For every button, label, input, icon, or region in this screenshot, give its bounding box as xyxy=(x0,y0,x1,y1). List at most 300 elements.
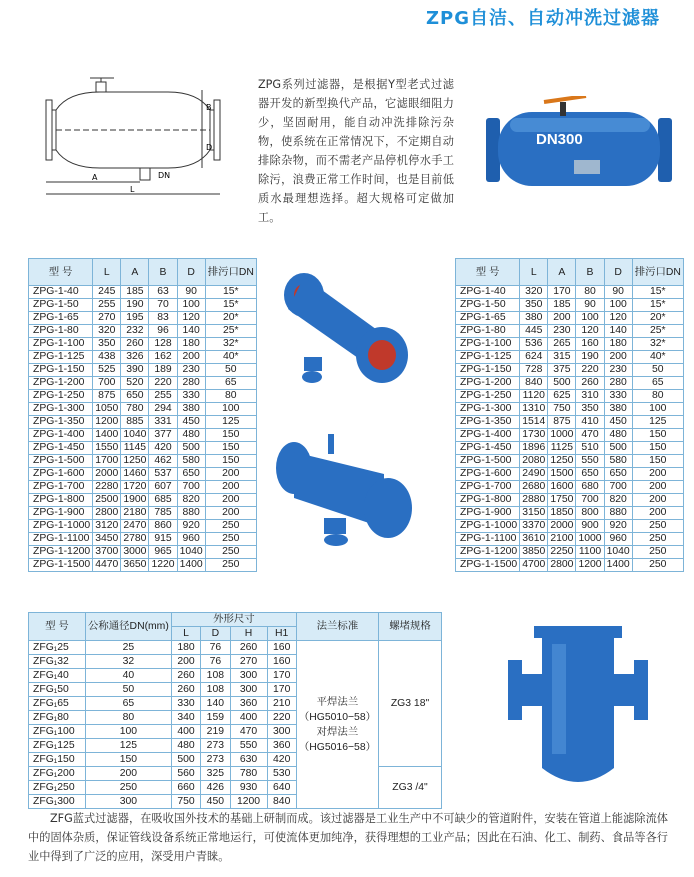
dim-label-d: D xyxy=(206,143,213,152)
cell-drain-dn: 15* xyxy=(632,299,683,312)
cell-h: 930 xyxy=(230,781,267,795)
table-row xyxy=(29,481,257,494)
cell-d: 330 xyxy=(177,390,205,403)
cell-model: ZFG₁125 xyxy=(29,739,86,753)
cell-a: 625 xyxy=(548,390,576,403)
cell-drain-dn: 250 xyxy=(205,533,256,546)
cell-l: 1514 xyxy=(520,416,548,429)
cell-h: 470 xyxy=(230,725,267,739)
cell-model: ZFG₁300 xyxy=(29,795,86,809)
cell-drain-dn: 25* xyxy=(205,325,256,338)
table-row xyxy=(456,377,684,390)
flange-standard: 平焊法兰（HG5010−58）对焊法兰（HG5016−58） xyxy=(296,641,378,809)
cell-drain-dn: 200 xyxy=(632,468,683,481)
cell-b: 190 xyxy=(576,351,604,364)
cell-l: 480 xyxy=(171,739,200,753)
table-row xyxy=(456,481,684,494)
cell-l: 1730 xyxy=(520,429,548,442)
cell-l: 2000 xyxy=(93,468,121,481)
cell-a: 875 xyxy=(548,416,576,429)
col-dn: 公称通径DN(mm) xyxy=(86,613,172,641)
cell-model: ZFG₁32 xyxy=(29,655,86,669)
cell-dn: 65 xyxy=(86,697,172,711)
cell-d: 90 xyxy=(177,286,205,299)
table-row xyxy=(29,338,257,351)
cell-d: 500 xyxy=(177,442,205,455)
cell-b: 255 xyxy=(149,390,177,403)
cell-d: 450 xyxy=(177,416,205,429)
cell-d: 280 xyxy=(604,377,632,390)
cell-model: ZPG-1-600 xyxy=(29,468,93,481)
cell-drain-dn: 200 xyxy=(205,468,256,481)
cell-drain-dn: 15* xyxy=(205,286,256,299)
cell-a: 390 xyxy=(121,364,149,377)
cell-a: 1850 xyxy=(548,507,576,520)
col-model: 型 号 xyxy=(29,259,93,286)
table-row xyxy=(29,325,257,338)
zfg-description: ZFG蓝式过滤器，在吸收国外技术的基础上研制而成。该过滤器是工业生产中不可缺少的管道附件，安装在管道上能滤除流体中的固体杂质，保证管线设备系统正常地运行，可使流体更加纯净，获得理想的工业产品；因此在石油、化工、制药、食品等各行业中得到了广泛的应用，深受用户青睐。 xyxy=(28,812,668,863)
cell-b: 410 xyxy=(576,416,604,429)
cell-drain-dn: 250 xyxy=(632,520,683,533)
cell-d: 380 xyxy=(177,403,205,416)
cell-a: 3650 xyxy=(121,559,149,572)
cell-model: ZPG-1-125 xyxy=(456,351,520,364)
cell-drain-dn: 150 xyxy=(205,442,256,455)
cell-d: 450 xyxy=(604,416,632,429)
cell-dn: 50 xyxy=(86,683,172,697)
col-b: B xyxy=(149,259,177,286)
cell-drain-dn: 200 xyxy=(632,507,683,520)
cell-d: 480 xyxy=(177,429,205,442)
cell-l: 1310 xyxy=(520,403,548,416)
cell-model: ZPG-1-80 xyxy=(456,325,520,338)
cell-model: ZPG-1-100 xyxy=(456,338,520,351)
cell-model: ZPG-1-400 xyxy=(29,429,93,442)
cell-b: 63 xyxy=(149,286,177,299)
cell-d: 76 xyxy=(201,641,230,655)
table-row xyxy=(29,416,257,429)
cell-d: 880 xyxy=(604,507,632,520)
col-model: 型 号 xyxy=(29,613,86,641)
cell-model: ZPG-1-80 xyxy=(29,325,93,338)
cell-model: ZPG-1-500 xyxy=(29,455,93,468)
table-header-row xyxy=(29,613,442,627)
cell-l: 560 xyxy=(171,767,200,781)
cell-model: ZPG-1-40 xyxy=(29,286,93,299)
cell-a: 1750 xyxy=(548,494,576,507)
cell-l: 255 xyxy=(93,299,121,312)
cell-a: 265 xyxy=(548,338,576,351)
cell-l: 330 xyxy=(171,697,200,711)
cell-d: 1040 xyxy=(177,546,205,559)
filter-dimension-drawing xyxy=(40,70,232,200)
cell-a: 315 xyxy=(548,351,576,364)
cell-a: 2100 xyxy=(548,533,576,546)
cell-drain-dn: 25* xyxy=(632,325,683,338)
table-row xyxy=(29,390,257,403)
cell-model: ZPG-1-1200 xyxy=(456,546,520,559)
cell-drain-dn: 150 xyxy=(632,455,683,468)
zpg-filter-image-lower xyxy=(264,428,424,558)
cell-model: ZPG-1-300 xyxy=(456,403,520,416)
cell-l: 380 xyxy=(520,312,548,325)
cell-model: ZPG-1-1500 xyxy=(29,559,93,572)
cell-model: ZPG-1-200 xyxy=(29,377,93,390)
cell-l: 875 xyxy=(93,390,121,403)
cell-l: 3150 xyxy=(520,507,548,520)
col-sub-h1: H1 xyxy=(267,627,296,641)
cell-model: ZFG₁80 xyxy=(29,711,86,725)
dim-label-a: A xyxy=(92,173,98,182)
cell-d: 230 xyxy=(177,364,205,377)
cell-model: ZPG-1-800 xyxy=(29,494,93,507)
cell-b: 350 xyxy=(576,403,604,416)
cell-d: 90 xyxy=(604,286,632,299)
cell-h1: 840 xyxy=(267,795,296,809)
cell-a: 185 xyxy=(548,299,576,312)
cell-a: 375 xyxy=(548,364,576,377)
cell-l: 260 xyxy=(171,669,200,683)
cell-d: 920 xyxy=(604,520,632,533)
cell-drain-dn: 20* xyxy=(205,312,256,325)
cell-d: 820 xyxy=(604,494,632,507)
cell-d: 650 xyxy=(177,468,205,481)
cell-l: 1550 xyxy=(93,442,121,455)
col-flange: 法兰标准 xyxy=(296,613,378,641)
cell-d: 920 xyxy=(177,520,205,533)
cell-d: 120 xyxy=(604,312,632,325)
cell-b: 294 xyxy=(149,403,177,416)
cell-l: 750 xyxy=(171,795,200,809)
cell-h1: 220 xyxy=(267,711,296,725)
table-row xyxy=(456,546,684,559)
cell-model: ZPG-1-500 xyxy=(456,455,520,468)
cell-model: ZPG-1-300 xyxy=(29,403,93,416)
col-thread: 螺堵规格 xyxy=(379,613,442,641)
page-title: ZPG自洁、自动冲洗过滤器 xyxy=(425,8,660,29)
cell-model: ZFG₁200 xyxy=(29,767,86,781)
dim-label-dn: DN xyxy=(158,171,171,180)
table-row xyxy=(29,767,442,781)
cell-l: 3450 xyxy=(93,533,121,546)
cell-b: 470 xyxy=(576,429,604,442)
cell-model: ZPG-1-450 xyxy=(29,442,93,455)
table-header-row xyxy=(456,259,684,286)
cell-model: ZPG-1-450 xyxy=(456,442,520,455)
cell-b: 965 xyxy=(149,546,177,559)
cell-h1: 640 xyxy=(267,781,296,795)
table-row xyxy=(456,299,684,312)
cell-dn: 150 xyxy=(86,753,172,767)
cell-a: 2250 xyxy=(548,546,576,559)
cell-l: 2490 xyxy=(520,468,548,481)
cell-dn: 200 xyxy=(86,767,172,781)
cell-a: 3000 xyxy=(121,546,149,559)
cell-b: 915 xyxy=(149,533,177,546)
cell-l: 1050 xyxy=(93,403,121,416)
col-sub-h: H xyxy=(230,627,267,641)
cell-d: 426 xyxy=(201,781,230,795)
dn300-badge: DN300 xyxy=(536,131,583,148)
cell-l: 320 xyxy=(93,325,121,338)
cell-a: 260 xyxy=(121,338,149,351)
table-row xyxy=(456,338,684,351)
cell-model: ZFG₁250 xyxy=(29,781,86,795)
cell-drain-dn: 200 xyxy=(205,494,256,507)
cell-l: 320 xyxy=(520,286,548,299)
cell-h1: 170 xyxy=(267,669,296,683)
cell-h1: 160 xyxy=(267,655,296,669)
cell-model: ZFG₁100 xyxy=(29,725,86,739)
table-row xyxy=(456,429,684,442)
cell-model: ZPG-1-150 xyxy=(29,364,93,377)
cell-model: ZPG-1-250 xyxy=(29,390,93,403)
col-sub-d: D xyxy=(201,627,230,641)
cell-d: 230 xyxy=(604,364,632,377)
cell-d: 100 xyxy=(177,299,205,312)
table-row xyxy=(456,325,684,338)
cell-h: 300 xyxy=(230,683,267,697)
cell-l: 840 xyxy=(520,377,548,390)
cell-b: 420 xyxy=(149,442,177,455)
cell-d: 140 xyxy=(177,325,205,338)
cell-h: 300 xyxy=(230,669,267,683)
cell-dn: 100 xyxy=(86,725,172,739)
cell-d: 960 xyxy=(177,533,205,546)
table-row xyxy=(29,364,257,377)
cell-a: 1125 xyxy=(548,442,576,455)
dim-label-b: B xyxy=(206,103,212,112)
table-row xyxy=(456,364,684,377)
cell-drain-dn: 125 xyxy=(205,416,256,429)
cell-b: 900 xyxy=(576,520,604,533)
table-row xyxy=(456,494,684,507)
cell-a: 1250 xyxy=(548,455,576,468)
table-row xyxy=(29,312,257,325)
cell-model: ZPG-1-150 xyxy=(456,364,520,377)
cell-b: 860 xyxy=(149,520,177,533)
cell-drain-dn: 40* xyxy=(632,351,683,364)
cell-a: 1000 xyxy=(548,429,576,442)
cell-b: 377 xyxy=(149,429,177,442)
cell-b: 1100 xyxy=(576,546,604,559)
cell-h1: 300 xyxy=(267,725,296,739)
cell-b: 100 xyxy=(576,312,604,325)
cell-model: ZFG₁40 xyxy=(29,669,86,683)
cell-b: 462 xyxy=(149,455,177,468)
cell-a: 1460 xyxy=(121,468,149,481)
cell-l: 3700 xyxy=(93,546,121,559)
cell-h1: 170 xyxy=(267,683,296,697)
table-row xyxy=(29,468,257,481)
zfg-basket-filter-image xyxy=(508,620,648,800)
table-row xyxy=(29,533,257,546)
cell-d: 580 xyxy=(604,455,632,468)
cell-b: 331 xyxy=(149,416,177,429)
cell-b: 162 xyxy=(149,351,177,364)
cell-d: 1040 xyxy=(604,546,632,559)
table-row xyxy=(29,286,257,299)
cell-drain-dn: 20* xyxy=(632,312,683,325)
cell-a: 520 xyxy=(121,377,149,390)
cell-l: 3120 xyxy=(93,520,121,533)
cell-model: ZFG₁150 xyxy=(29,753,86,767)
cell-a: 750 xyxy=(548,403,576,416)
cell-h: 1200 xyxy=(230,795,267,809)
cell-a: 2800 xyxy=(548,559,576,572)
cell-a: 232 xyxy=(121,325,149,338)
cell-h1: 420 xyxy=(267,753,296,767)
cell-l: 3610 xyxy=(520,533,548,546)
zpg-spec-table-right xyxy=(455,258,684,572)
cell-l: 180 xyxy=(171,641,200,655)
cell-l: 500 xyxy=(171,753,200,767)
table-row xyxy=(456,520,684,533)
col-d: D xyxy=(177,259,205,286)
cell-drain-dn: 100 xyxy=(205,403,256,416)
cell-l: 3370 xyxy=(520,520,548,533)
cell-l: 200 xyxy=(171,655,200,669)
cell-d: 76 xyxy=(201,655,230,669)
cell-l: 2500 xyxy=(93,494,121,507)
cell-l: 536 xyxy=(520,338,548,351)
table-header-row xyxy=(29,259,257,286)
table-row xyxy=(456,559,684,572)
cell-l: 438 xyxy=(93,351,121,364)
cell-model: ZPG-1-350 xyxy=(456,416,520,429)
table-row xyxy=(29,546,257,559)
cell-l: 1400 xyxy=(93,429,121,442)
cell-a: 1720 xyxy=(121,481,149,494)
cell-l: 1896 xyxy=(520,442,548,455)
table-row xyxy=(456,286,684,299)
table-row xyxy=(29,507,257,520)
cell-model: ZFG₁50 xyxy=(29,683,86,697)
cell-b: 160 xyxy=(576,338,604,351)
cell-a: 500 xyxy=(548,377,576,390)
table-row xyxy=(29,559,257,572)
cell-drain-dn: 150 xyxy=(205,429,256,442)
cell-a: 2780 xyxy=(121,533,149,546)
cell-model: ZPG-1-350 xyxy=(29,416,93,429)
table-row xyxy=(29,377,257,390)
cell-drain-dn: 100 xyxy=(632,403,683,416)
cell-b: 785 xyxy=(149,507,177,520)
col-sub-l: L xyxy=(171,627,200,641)
cell-drain-dn: 80 xyxy=(632,390,683,403)
cell-a: 650 xyxy=(121,390,149,403)
cell-l: 660 xyxy=(171,781,200,795)
cell-d: 108 xyxy=(201,669,230,683)
cell-drain-dn: 32* xyxy=(632,338,683,351)
cell-l: 350 xyxy=(520,299,548,312)
cell-b: 310 xyxy=(576,390,604,403)
cell-d: 100 xyxy=(604,299,632,312)
cell-h: 780 xyxy=(230,767,267,781)
cell-drain-dn: 150 xyxy=(632,442,683,455)
cell-b: 607 xyxy=(149,481,177,494)
cell-b: 1000 xyxy=(576,533,604,546)
cell-a: 1500 xyxy=(548,468,576,481)
cell-drain-dn: 200 xyxy=(205,507,256,520)
cell-h: 400 xyxy=(230,711,267,725)
cell-d: 500 xyxy=(604,442,632,455)
table-row xyxy=(456,416,684,429)
cell-h: 550 xyxy=(230,739,267,753)
cell-b: 537 xyxy=(149,468,177,481)
cell-model: ZPG-1-700 xyxy=(456,481,520,494)
cell-h1: 530 xyxy=(267,767,296,781)
cell-model: ZPG-1-40 xyxy=(456,286,520,299)
cell-drain-dn: 65 xyxy=(205,377,256,390)
cell-b: 1220 xyxy=(149,559,177,572)
cell-d: 200 xyxy=(604,351,632,364)
col-a: A xyxy=(121,259,149,286)
cell-drain-dn: 125 xyxy=(632,416,683,429)
col-b: B xyxy=(576,259,604,286)
cell-drain-dn: 32* xyxy=(205,338,256,351)
col-l: L xyxy=(520,259,548,286)
cell-d: 140 xyxy=(604,325,632,338)
cell-l: 1120 xyxy=(520,390,548,403)
dn300-filter-image xyxy=(486,96,672,192)
cell-a: 185 xyxy=(121,286,149,299)
cell-d: 960 xyxy=(604,533,632,546)
cell-a: 2470 xyxy=(121,520,149,533)
table-row xyxy=(456,468,684,481)
cell-model: ZPG-1-800 xyxy=(456,494,520,507)
cell-l: 340 xyxy=(171,711,200,725)
cell-b: 650 xyxy=(576,468,604,481)
cell-b: 800 xyxy=(576,507,604,520)
cell-d: 650 xyxy=(604,468,632,481)
cell-drain-dn: 50 xyxy=(632,364,683,377)
cell-h: 260 xyxy=(230,641,267,655)
cell-b: 70 xyxy=(149,299,177,312)
table-row xyxy=(29,641,442,655)
table-row xyxy=(29,520,257,533)
cell-drain-dn: 15* xyxy=(632,286,683,299)
cell-d: 580 xyxy=(177,455,205,468)
cell-drain-dn: 150 xyxy=(632,429,683,442)
cell-b: 220 xyxy=(576,364,604,377)
table-row xyxy=(456,533,684,546)
cell-drain-dn: 40* xyxy=(205,351,256,364)
table-row xyxy=(29,403,257,416)
cell-drain-dn: 50 xyxy=(205,364,256,377)
cell-d: 120 xyxy=(177,312,205,325)
cell-b: 96 xyxy=(149,325,177,338)
cell-dn: 25 xyxy=(86,641,172,655)
cell-h1: 210 xyxy=(267,697,296,711)
cell-d: 180 xyxy=(604,338,632,351)
col-drain-dn: 排污口DN xyxy=(205,259,256,286)
cell-l: 245 xyxy=(93,286,121,299)
cell-d: 700 xyxy=(177,481,205,494)
cell-l: 4700 xyxy=(520,559,548,572)
cell-d: 108 xyxy=(201,683,230,697)
table-row xyxy=(29,429,257,442)
cell-l: 260 xyxy=(171,683,200,697)
cell-l: 2080 xyxy=(520,455,548,468)
cell-h1: 160 xyxy=(267,641,296,655)
table-row xyxy=(29,455,257,468)
dim-label-l: L xyxy=(130,185,135,194)
table-row xyxy=(456,507,684,520)
cell-drain-dn: 250 xyxy=(205,520,256,533)
cell-h: 630 xyxy=(230,753,267,767)
cell-model: ZFG₁65 xyxy=(29,697,86,711)
